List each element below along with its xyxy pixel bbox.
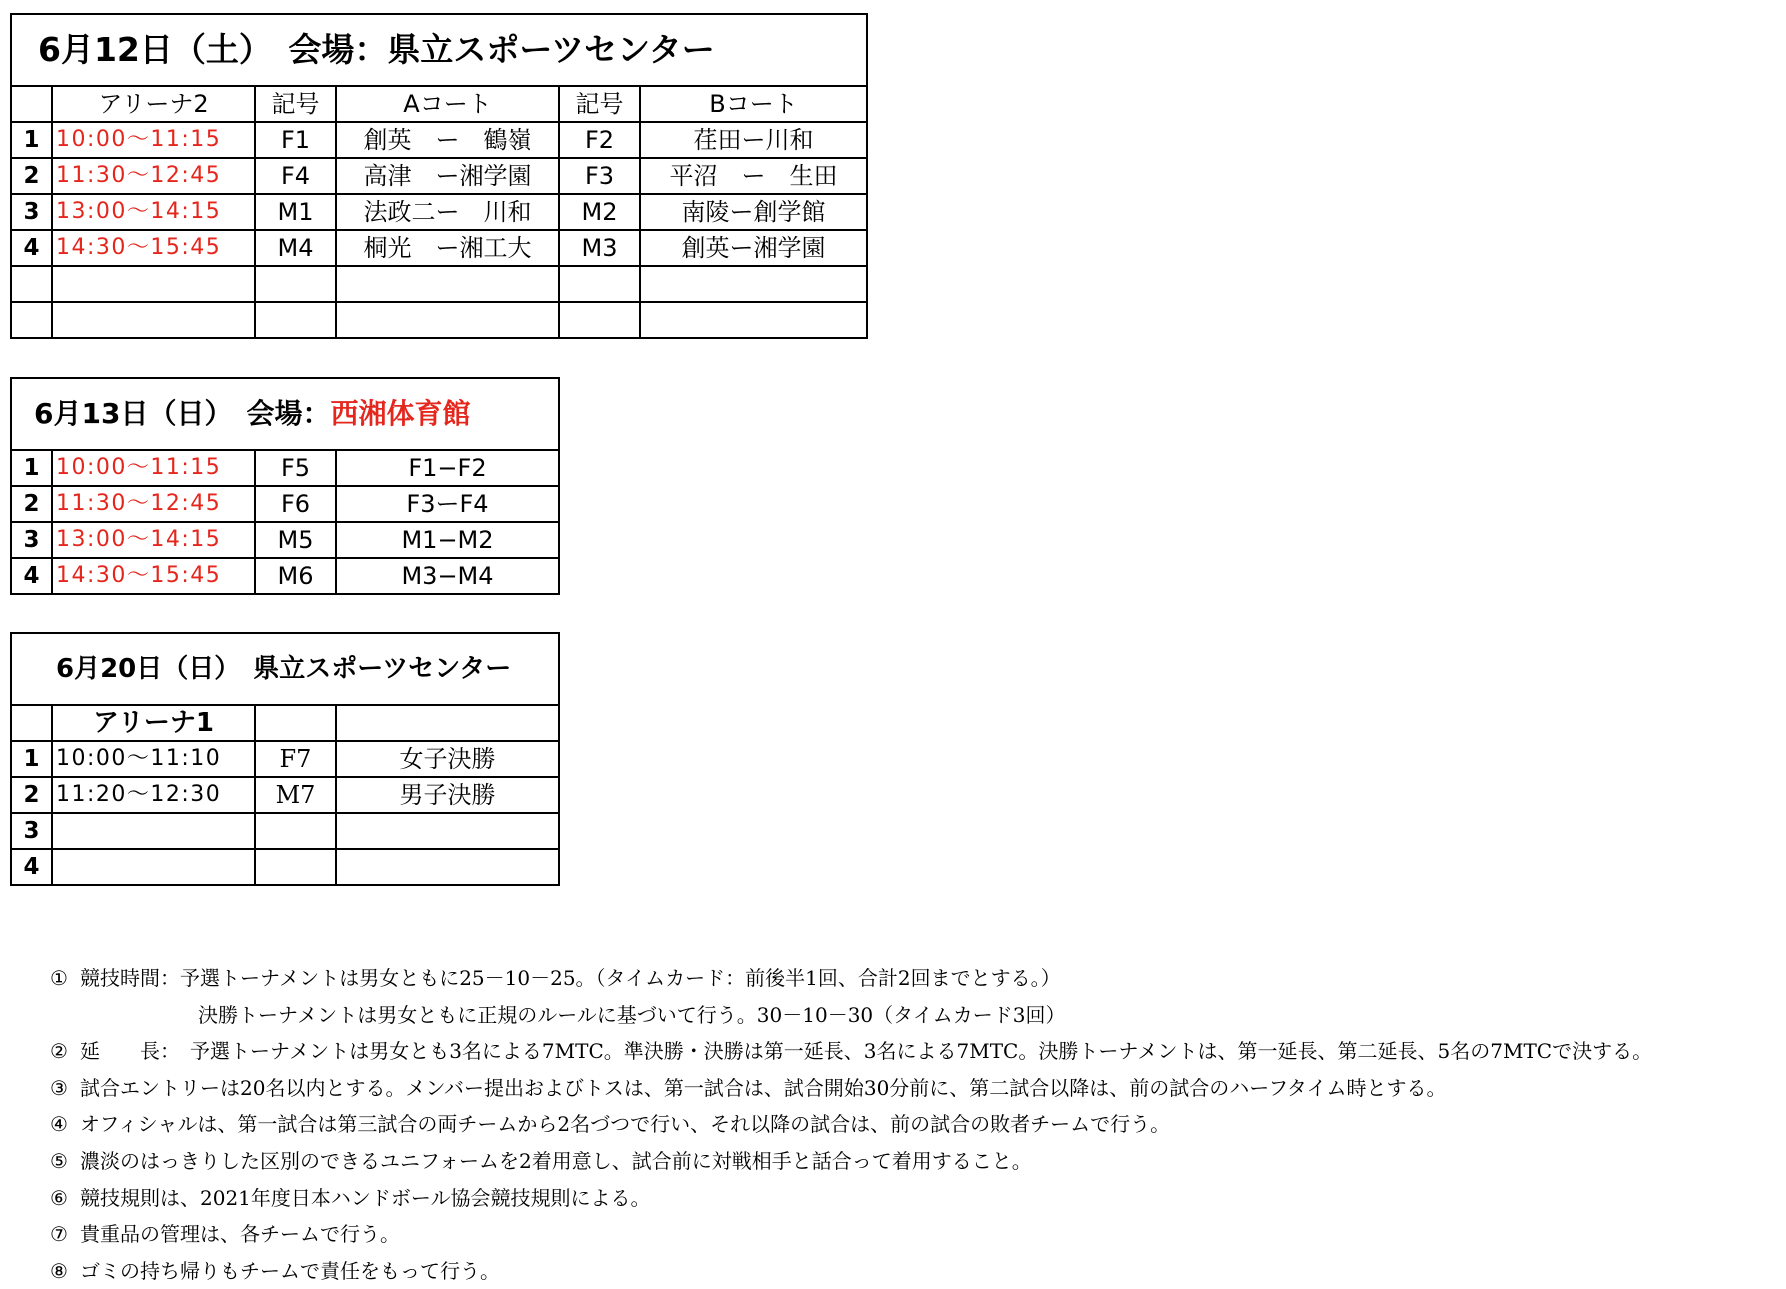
match: F3ーF4 <box>336 486 559 522</box>
note-text: 競技時間：予選トーナメントは男女ともに25－10－25。（タイムカード：前後半1回、合計2回までとする。） <box>80 966 1061 990</box>
table-title-jun12 <box>11 14 867 86</box>
match-code: M6 <box>255 558 336 594</box>
empty-cell <box>336 302 559 338</box>
row-number: 2 <box>11 486 52 522</box>
match-time <box>52 813 255 849</box>
empty-cell <box>559 302 640 338</box>
match-a: 高津 ー湘学園 <box>336 158 559 194</box>
note-text: ゴミの持ち帰りもチームで責任をもって行う。 <box>80 1258 500 1283</box>
match-code: F5 <box>255 450 336 486</box>
row-number: 3 <box>11 813 52 849</box>
match-time: 10:00～11:10 <box>52 741 255 777</box>
title-venue-label: 会場： <box>288 30 388 69</box>
header-code-a: 記号 <box>255 86 336 122</box>
header-court-a: Aコート <box>336 86 559 122</box>
table-row <box>11 741 559 777</box>
match-a: 創英 ー 鶴嶺 <box>336 122 559 158</box>
table-row <box>11 558 559 594</box>
match-code-b: M2 <box>559 194 640 230</box>
table-row <box>11 450 559 486</box>
match-code: F6 <box>255 486 336 522</box>
empty-cell <box>11 266 52 302</box>
row-number: 3 <box>11 194 52 230</box>
match: M3−M4 <box>336 558 559 594</box>
match <box>336 813 559 849</box>
table-row <box>11 486 559 522</box>
note-item-continued <box>50 997 1770 1034</box>
note-item <box>50 1106 1770 1143</box>
row-number: 4 <box>11 230 52 266</box>
header-court-b: Bコート <box>640 86 867 122</box>
row-number: 4 <box>11 558 52 594</box>
title-date: 6月12日（土） <box>38 30 256 69</box>
note-text: 延 長： 予選トーナメントは男女とも3名による7MTC。準決勝・決勝は第一延長、3名による7MTC。決勝トーナメントは、第一延長、第二延長、5名の7MTCで決する。 <box>80 1039 1653 1064</box>
header-cell <box>255 705 336 741</box>
match-code-a: F4 <box>255 158 336 194</box>
note-text: 試合エントリーは20名以内とする。メンバー提出およびトスは、第一試合は、試合開始30分前に、第二試合以降は、前の試合のハーフタイム時とする。 <box>80 1075 1447 1100</box>
match-time: 13:00～14:15 <box>52 194 255 230</box>
table-row <box>11 777 559 813</box>
note-mark: ④ <box>50 1112 68 1137</box>
match-code-a: M1 <box>255 194 336 230</box>
empty-cell <box>52 302 255 338</box>
empty-cell <box>52 266 255 302</box>
note-mark: ⑥ <box>50 1185 68 1210</box>
note-item <box>50 960 1770 997</box>
header-cell <box>11 86 52 122</box>
header-arena: アリーナ1 <box>52 705 255 741</box>
match-b: 荏田ー川和 <box>640 122 867 158</box>
note-text: オフィシャルは、第一試合は第三試合の両チームから2名づつで行い、それ以降の試合は、前の試合の敗者チームで行う。 <box>80 1112 1171 1137</box>
match-time: 10:00～11:15 <box>52 450 255 486</box>
match-time <box>52 849 255 885</box>
note-item <box>50 1143 1770 1180</box>
table-row <box>11 230 867 266</box>
note-mark: ③ <box>50 1075 68 1100</box>
match-b: 平沼 ー 生田 <box>640 158 867 194</box>
match-b: 創英ー湘学園 <box>640 230 867 266</box>
match-time: 11:30～12:45 <box>52 158 255 194</box>
empty-cell <box>640 266 867 302</box>
title-date: 6月13日（日） <box>34 397 219 430</box>
match-code: M7 <box>255 777 336 813</box>
title-venue: 県立スポーツセンター <box>253 654 512 684</box>
note-mark: ① <box>50 966 68 990</box>
match: M1−M2 <box>336 522 559 558</box>
table-header-row <box>11 86 867 122</box>
row-number: 1 <box>11 450 52 486</box>
note-mark: ⑦ <box>50 1222 68 1247</box>
empty-cell <box>11 302 52 338</box>
row-number: 4 <box>11 849 52 885</box>
table-row <box>11 194 867 230</box>
row-number: 3 <box>11 522 52 558</box>
match-code-b: F3 <box>559 158 640 194</box>
note-text: 競技規則は、2021年度日本ハンドボール協会競技規則による。 <box>80 1185 651 1210</box>
note-item <box>50 1253 1770 1289</box>
match <box>336 849 559 885</box>
table-row-empty <box>11 302 867 338</box>
match-time: 14:30～15:45 <box>52 558 255 594</box>
title-date: 6月20日（日） <box>56 654 228 684</box>
row-number: 2 <box>11 158 52 194</box>
match-a: 法政二ー 川和 <box>336 194 559 230</box>
table-title-jun13 <box>11 378 559 450</box>
empty-cell <box>336 266 559 302</box>
match-time: 11:30～12:45 <box>52 486 255 522</box>
match: 男子決勝 <box>336 777 559 813</box>
table-header-row <box>11 705 559 741</box>
table-row <box>11 813 559 849</box>
table-row <box>11 122 867 158</box>
note-item <box>50 1033 1770 1070</box>
header-cell <box>336 705 559 741</box>
match-code <box>255 849 336 885</box>
match-code-a: M4 <box>255 230 336 266</box>
note-item <box>50 1180 1770 1217</box>
table-row-empty <box>11 266 867 302</box>
table-row <box>11 158 867 194</box>
schedule-table-jun13 <box>10 377 560 595</box>
table-title-jun20 <box>11 633 559 705</box>
note-mark: ② <box>50 1039 68 1064</box>
note-text: 貴重品の管理は、各チームで行う。 <box>80 1222 400 1247</box>
match: 女子決勝 <box>336 741 559 777</box>
match-time: 13:00～14:15 <box>52 522 255 558</box>
title-venue: 西湘体育館 <box>330 397 471 430</box>
note-item <box>50 1070 1770 1107</box>
match-b: 南陵ー創学館 <box>640 194 867 230</box>
note-text: 決勝トーナメントは男女ともに正規のルールに基づいて行う。30－10－30（タイムカード3回） <box>198 1002 1066 1027</box>
match-code <box>255 813 336 849</box>
match-code-b: F2 <box>559 122 640 158</box>
header-cell <box>11 705 52 741</box>
table-row <box>11 522 559 558</box>
match-time: 11:20～12:30 <box>52 777 255 813</box>
empty-cell <box>255 302 336 338</box>
row-number: 1 <box>11 741 52 777</box>
rules-notes <box>50 960 1770 1289</box>
match-code: M5 <box>255 522 336 558</box>
schedule-table-jun20 <box>10 632 560 886</box>
table-row <box>11 849 559 885</box>
header-arena: アリーナ2 <box>52 86 255 122</box>
note-item <box>50 1216 1770 1253</box>
empty-cell <box>559 266 640 302</box>
match-code: F7 <box>255 741 336 777</box>
note-text: 濃淡のはっきりした区別のできるユニフォームを2着用意し、試合前に対戦相手と話合って着用すること。 <box>80 1148 1032 1173</box>
schedule-table-jun12 <box>10 13 868 339</box>
note-mark: ⑤ <box>50 1148 68 1173</box>
match-time: 14:30～15:45 <box>52 230 255 266</box>
row-number: 1 <box>11 122 52 158</box>
note-mark: ⑧ <box>50 1258 68 1283</box>
match-code-a: F1 <box>255 122 336 158</box>
header-code-b: 記号 <box>559 86 640 122</box>
match-time: 10:00～11:15 <box>52 122 255 158</box>
empty-cell <box>640 302 867 338</box>
row-number: 2 <box>11 777 52 813</box>
title-venue-label: 会場： <box>246 397 331 430</box>
empty-cell <box>255 266 336 302</box>
title-venue: 県立スポーツセンター <box>387 30 715 69</box>
match: F1−F2 <box>336 450 559 486</box>
match-a: 桐光 ー湘工大 <box>336 230 559 266</box>
match-code-b: M3 <box>559 230 640 266</box>
